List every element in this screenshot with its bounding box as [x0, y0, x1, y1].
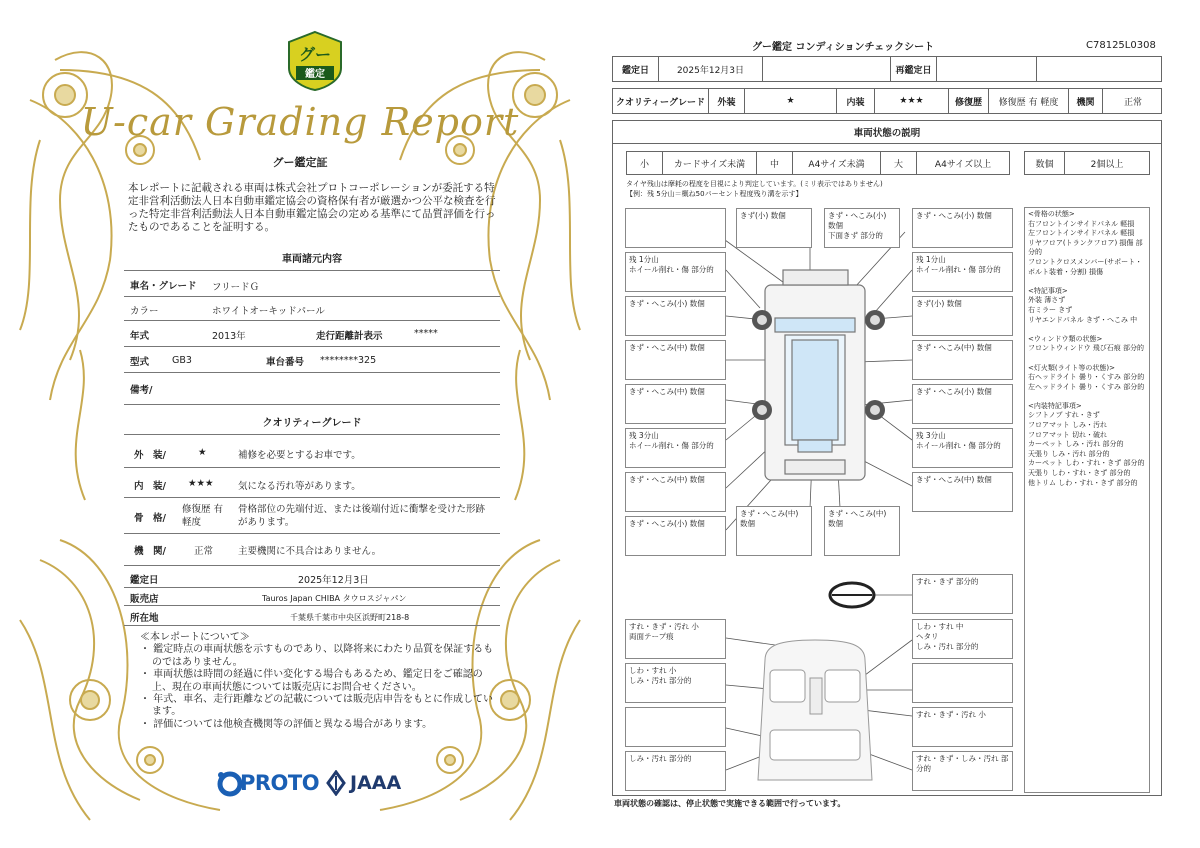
detail-line: フロントクロスメンバー(サポート・ボルト装着・分割) 損傷 [1028, 257, 1143, 276]
quality-engine-desc: 主要機関に不具合はありません。 [238, 546, 382, 557]
detail-line: リヤフロア(トランクフロア) 損傷 部分的 [1028, 238, 1143, 257]
color-label: カラー [130, 306, 159, 317]
ext-box-left-4: きず・へこみ(中) 数個 [625, 472, 726, 512]
chassis-value: ********325 [320, 355, 377, 366]
date-value: 2025年12月3日 [298, 575, 369, 586]
ext-box-right-4: きず・へこみ(中) 数個 [912, 472, 1013, 512]
note-item: ・ 鑑定時点の車両状態を示すものであり、以降将来にわたり品質を保証するものではありません。 [140, 644, 494, 668]
detail-line: <ウィンドウ類の状態> [1028, 334, 1103, 343]
location-label: 所在地 [130, 613, 159, 624]
detail-line: カーペット しみ・汚れ 部分的 [1028, 440, 1124, 449]
detail-line: <内装特記事項> [1028, 401, 1082, 410]
quality-ext-label: 外 装/ [134, 450, 166, 461]
sheet-repair-value: 修復歴 有 軽度 [989, 89, 1069, 113]
sheet-code: C78125L0308 [1086, 40, 1156, 51]
sheet-date-value: 2025年12月3日 [659, 57, 763, 81]
size-mid-desc: A4サイズ未満 [793, 152, 881, 174]
ext-box-right-3: きず・へこみ(小) 数個 [912, 384, 1013, 424]
date-label: 鑑定日 [130, 575, 159, 586]
ext-box-right-2: きず・へこみ(中) 数個 [912, 340, 1013, 380]
sheet-footer: 車両状態の確認は、停止状態で実施できる範囲で行っています。 [614, 799, 846, 808]
mileage-label: 走行距離計表示 [316, 331, 383, 342]
condition-check-sheet [600, 0, 1200, 848]
name-value: フリードＧ [212, 282, 260, 293]
report-notes [140, 632, 500, 731]
dealer-label: 販売店 [130, 594, 159, 605]
int-box-right-1: しわ・すれ 中 ヘタリ しみ・汚れ 部分的 [912, 619, 1013, 659]
detail-line: シフトノブ すれ・きず [1028, 411, 1100, 420]
chassis-label: 車台番号 [266, 357, 305, 368]
quality-ext-desc: 補修を必要とするお車です。 [238, 450, 361, 461]
int-box-left-3 [625, 707, 726, 747]
quality-engine-grade: 正常 [194, 546, 214, 557]
int-box-right-4: すれ・きず・しみ・汚れ 部分的 [912, 751, 1013, 791]
quality-ext-grade: ★ [198, 447, 207, 458]
model-value: GB3 [172, 355, 192, 366]
ext-box-left-1: きず・へこみ(小) 数個 [625, 296, 726, 336]
detail-line: フロントウィンドウ 飛び石痕 部分的 [1028, 344, 1145, 353]
notes-title: ≪本レポートについて≫ [140, 632, 250, 643]
sheet-int-value: ★★★ [875, 89, 949, 113]
int-box-left-2: しわ・すれ 小 しみ・汚れ 部分的 [625, 663, 726, 703]
note-item: ・ 評価については他検査機関等の評価と異なる場合があります。 [140, 718, 433, 730]
size-large: 大 [881, 152, 917, 174]
ext-box-bottom-1: きず・へこみ(中) 数個 [736, 506, 812, 556]
svg-text:鑑定: 鑑定 [305, 69, 325, 80]
sheet-quality-label: クオリティーグレード [613, 89, 709, 113]
ext-box-right-tire-rear: 残 3分山 ホイール削れ・傷 部分的 [912, 428, 1013, 468]
int-box-left-4: しみ・汚れ 部分的 [625, 751, 726, 791]
model-label: 型式 [130, 357, 150, 368]
detail-line: カーペット しわ・すれ・きず 部分的 [1028, 459, 1145, 468]
certificate-subtitle: グー鑑定証 [272, 156, 328, 169]
detail-line: 天張り しみ・汚れ 部分的 [1028, 449, 1110, 458]
sheet-date-label: 鑑定日 [613, 57, 659, 81]
count-label: 数個 [1025, 152, 1065, 174]
count-value: 2個以上 [1090, 159, 1124, 170]
jaaa-logo-mark [326, 770, 346, 796]
quality-title: クオリティーグレード [262, 418, 362, 429]
mileage-value: ***** [414, 328, 438, 339]
int-box-right-3: すれ・きず・汚れ 小 [912, 707, 1013, 747]
tire-note-1: タイヤ残山は摩耗の程度を目視により判定しています。(ミリ表示ではありません) [626, 180, 883, 188]
int-box-right-2 [912, 663, 1013, 703]
detail-line: 右フロントインサイドパネル 軽損 [1028, 219, 1135, 228]
sheet-repair-label: 修復歴 [949, 89, 989, 113]
size-large-desc: A4サイズ以上 [934, 159, 992, 170]
int-box-left-1: すれ・きず・汚れ 小 両面テープ痕 [625, 619, 726, 659]
ext-box-left-2: きず・へこみ(中) 数個 [625, 340, 726, 380]
size-small-desc: カードサイズ未満 [663, 152, 757, 174]
sheet-ext-label: 外装 [709, 89, 745, 113]
detail-line: <灯火類(ライト等の状態)> [1028, 363, 1115, 372]
ext-box-left-5: きず・へこみ(小) 数個 [625, 516, 726, 556]
detail-line: 外装 薄さず [1028, 296, 1066, 305]
detail-line: <特記事項> [1028, 286, 1068, 295]
quality-frame-desc: 骨格部位の先端付近、または後端付近に衝撃を受けた形跡があります。 [238, 504, 486, 528]
ext-box-left-tire-rear: 残 3分山 ホイール削れ・傷 部分的 [625, 428, 726, 468]
sheet-engine-label: 機関 [1069, 89, 1103, 113]
int-box-steering: すれ・きず 部分的 [912, 574, 1013, 614]
ext-box-right-1: きず(小) 数個 [912, 296, 1013, 336]
specs-title: 車両諸元内容 [282, 254, 342, 265]
name-label: 車名・グレード [130, 281, 197, 292]
note-item: ・ 年式、車名、走行距離などの記載については販売店申告をもとに作成しています。 [140, 694, 493, 718]
year-label: 年式 [130, 331, 150, 342]
ext-box-top-2: きず・へこみ(小) 数個 下面きず 部分的 [824, 208, 900, 248]
sheet-ext-value: ★ [745, 89, 837, 113]
remarks-label: 備考/ [130, 385, 153, 396]
detail-line: 右ヘッドライト 曇り・くすみ 部分的 [1028, 373, 1145, 382]
ext-box-bottom-2: きず・へこみ(中) 数個 [824, 506, 900, 556]
goo-kantei-logo [286, 30, 344, 92]
proto-logo-text: PROTO [240, 771, 320, 795]
ext-box-left-tire-front: 残 1分山 ホイール削れ・傷 部分的 [625, 252, 726, 292]
detail-line: 左フロントインサイドパネル 軽損 [1028, 229, 1135, 238]
ext-box-right-tire-front: 残 1分山 ホイール削れ・傷 部分的 [912, 252, 1013, 292]
detail-line: 左ヘッドライト 曇り・くすみ 部分的 [1028, 382, 1145, 391]
note-item: ・ 車両状態は時間の経過に伴い変化する場合もあるため、鑑定日をご確認の上、現在の車両状態については販売店にお問合せください。 [140, 669, 483, 693]
year-value: 2013年 [212, 331, 246, 342]
quality-engine-label: 機 関/ [134, 546, 166, 557]
quality-frame-grade: 修復歴 有 軽度 [182, 504, 224, 528]
jaaa-logo-text: JAAA [350, 772, 402, 794]
sheet-title: グー鑑定 コンディションチェックシート [752, 42, 935, 53]
detail-line: <骨格の状態> [1028, 210, 1075, 218]
quality-frame-label: 骨 格/ [134, 513, 166, 524]
detail-line: 他トリム しわ・すれ・きず 部分的 [1028, 478, 1138, 487]
ext-box-top-1: きず(小) 数個 [736, 208, 812, 248]
certificate-intro: 本レポートに記載される車両は株式会社プロトコーポレーションが委託する特定非営利活動法人日本自動車鑑定協会の資格保有者が厳選かつ公平な検査を行った特定非営利活動法人日本自動車鑑定協会の定める基準にて品質評価を行ったものであることを証明する。 [128, 182, 496, 233]
report-title: U-car Grading Report [80, 100, 520, 144]
ext-box-top-right: きず・へこみ(小) 数個 [912, 208, 1013, 248]
size-small: 小 [627, 152, 663, 174]
quality-int-grade: ★★★ [188, 478, 214, 489]
tire-note-2: 【例：残 5分山＝概ね50パーセント程度残り溝を示す】 [626, 190, 803, 198]
reinspect-label: 再鑑定日 [891, 57, 937, 81]
sheet-int-label: 内装 [837, 89, 875, 113]
detail-line: フロアマット 切れ・破れ [1028, 430, 1107, 439]
sheet-engine-value: 正常 [1123, 97, 1142, 108]
quality-int-label: 内 装/ [134, 481, 166, 492]
detail-line: 天張り しわ・すれ・きず 部分的 [1028, 469, 1131, 478]
quality-int-desc: 気になる汚れ等があります。 [238, 481, 361, 492]
size-mid: 中 [757, 152, 793, 174]
detail-line: フロアマット しみ・汚れ [1028, 421, 1107, 430]
ext-box-left-3: きず・へこみ(中) 数個 [625, 384, 726, 424]
dealer-value: Tauros Japan CHIBA タウロスジャパン [262, 594, 407, 603]
desc-title: 車両状態の説明 [612, 120, 1162, 144]
svg-text:グー: グー [298, 45, 332, 64]
color-value: ホワイトオーキッドパール [212, 306, 325, 317]
detail-line: 右ミラー きず [1028, 305, 1073, 314]
location-value: 千葉県千葉市中央区浜野町218-8 [290, 613, 410, 622]
detail-line: リヤエンドパネル きず・へこみ 中 [1028, 315, 1138, 324]
